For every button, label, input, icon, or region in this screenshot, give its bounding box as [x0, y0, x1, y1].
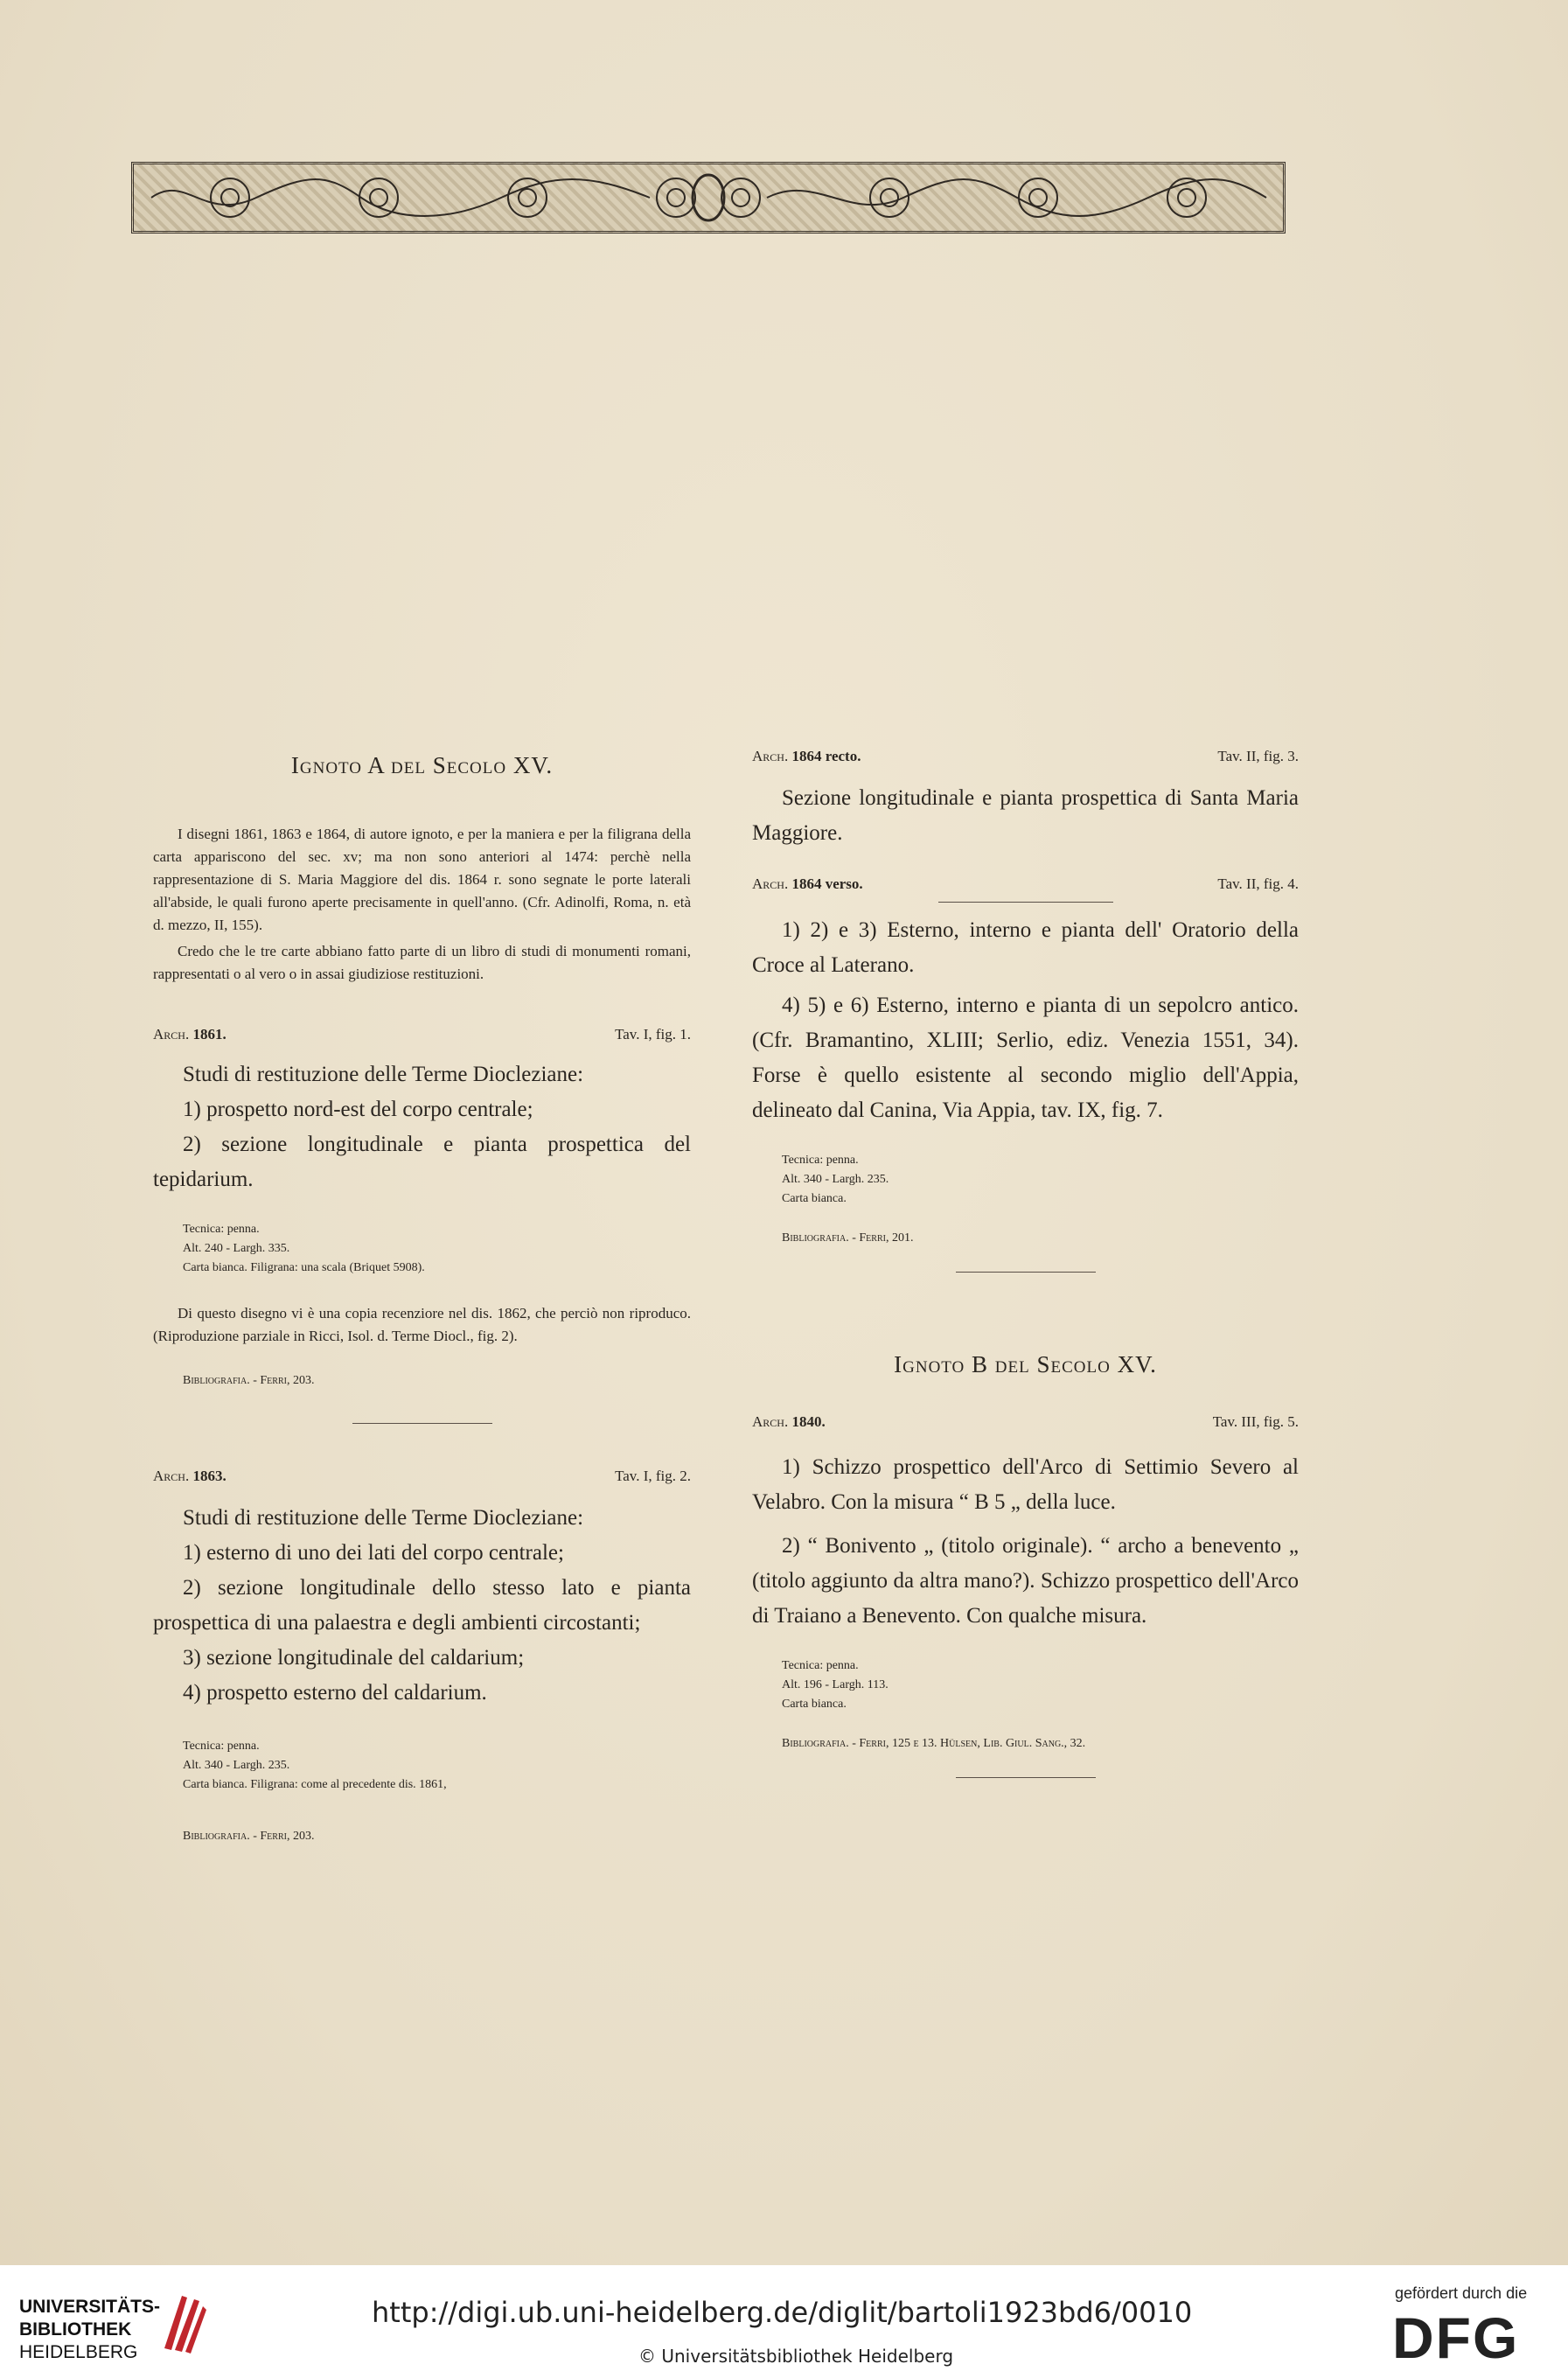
entry-1861-title: Studi di restituzione delle Terme Diocleziane:	[183, 1063, 584, 1086]
tavola-ref: Tav. II, fig. 3.	[1217, 748, 1299, 764]
permalink-url[interactable]: http://digi.ub.uni-heidelberg.de/diglit/bartoli1923bd6/0010	[372, 2296, 1193, 2329]
library-name	[19, 2296, 160, 2364]
arch-number: 1864 recto.	[791, 748, 861, 764]
entry-1861-tech-3: Carta bianca. Filigrana: una scala (Briquet 5908).	[183, 1261, 425, 1274]
entry-1863-item-4: 4) prospetto esterno del caldarium.	[183, 1681, 487, 1705]
entry-1863-tech-3: Carta bianca. Filigrana: come al precedente dis. 1861,	[183, 1778, 447, 1791]
arch-label: Arch.	[153, 1468, 190, 1484]
arch-number: 1864 verso.	[791, 875, 863, 892]
entry-1864v-tech-3: Carta bianca.	[782, 1192, 847, 1205]
tavola-ref: Tav. I, fig. 2.	[615, 1468, 691, 1484]
entry-1863-title: Studi di restituzione delle Terme Diocleziane:	[183, 1506, 584, 1530]
arch-label: Arch.	[752, 748, 789, 764]
library-logo-icon	[156, 2287, 208, 2357]
entry-1863-ref	[153, 1468, 691, 1485]
separator-rule	[956, 1777, 1096, 1778]
funded-by-label: gefördert durch die	[1395, 2284, 1528, 2302]
intro-paragraph-2: Credo che le tre carte abbiano fatto parte di un libro di studi di monumenti romani, rappresentati o al vero o in assai giudiziose restituzioni.	[153, 943, 691, 982]
entry-1864v-ref	[752, 875, 1299, 893]
entry-1840-item-1: 1) Schizzo prospettico dell'Arco di Settimio Severo al Velabro. Con la misura “ B 5 „ della luce.	[752, 1455, 1299, 1514]
entry-1861-tech-2: Alt. 240 - Largh. 335.	[183, 1242, 290, 1255]
entry-1840-biblio: Bibliografia. - Ferri, 125 e 13. Hülsen, Lib. Giul. Sang., 32.	[782, 1737, 1086, 1750]
arch-label: Arch.	[752, 875, 789, 892]
entry-1861-item-2: 2) sezione longitudinale e pianta prospettica del tepidarium.	[153, 1133, 691, 1191]
entry-1861-ref	[153, 1026, 691, 1043]
entry-1840-tech-3: Carta bianca.	[782, 1698, 847, 1711]
ornamental-banner	[131, 162, 1286, 234]
entry-1863-biblio: Bibliografia. - Ferri, 203.	[183, 1830, 315, 1843]
entry-1864r-text: Sezione longitudinale e pianta prospettica di Santa Maria Maggiore.	[752, 786, 1299, 845]
entry-1863-item-1: 1) esterno di uno dei lati del corpo centrale;	[183, 1541, 564, 1565]
arch-number: 1863.	[192, 1468, 226, 1484]
right-column	[752, 748, 1299, 1778]
copyright-notice: © Universitätsbibliothek Heidelberg	[638, 2346, 954, 2367]
arch-number: 1840.	[791, 1413, 826, 1430]
viewer-footer	[0, 2265, 1568, 2378]
entry-1840-ref	[752, 1413, 1299, 1431]
arch-number: 1861.	[192, 1026, 226, 1043]
arch-label: Arch.	[752, 1413, 789, 1430]
entry-1861-tech-1: Tecnica: penna.	[183, 1223, 260, 1236]
entry-1864v-tech-1: Tecnica: penna.	[782, 1154, 859, 1167]
entry-1863-tech-1: Tecnica: penna.	[183, 1740, 260, 1753]
entry-1864v-item-1: 1) 2) e 3) Esterno, interno e pianta dell' Oratorio della Croce al Laterano.	[752, 918, 1299, 977]
tavola-ref: Tav. I, fig. 1.	[615, 1026, 691, 1043]
left-column	[153, 752, 691, 1844]
entry-1840-tech-2: Alt. 196 - Largh. 113.	[782, 1678, 889, 1691]
arch-label: Arch.	[153, 1026, 190, 1043]
ornament-pattern	[134, 164, 1283, 231]
entry-1840-item-2: 2) “ Bonivento „ (titolo originale). “ archo a benevento „ (titolo aggiunto da altra mano?). Schizzo prospettico dell'Arco di Traiano a Benevento. Con qualche misura.	[752, 1534, 1299, 1628]
tavola-ref: Tav. III, fig. 5.	[1212, 1413, 1299, 1430]
entry-1863-item-2: 2) sezione longitudinale dello stesso lato e pianta prospettica di una palaestra e degli ambienti circostanti;	[153, 1576, 691, 1635]
entry-1861-item-1: 1) prospetto nord-est del corpo centrale;	[183, 1098, 533, 1121]
section-title-ignoto-a: Ignoto A del Secolo XV.	[290, 752, 554, 778]
section-title-ignoto-b: Ignoto B del Secolo XV.	[894, 1351, 1157, 1377]
library-name-line-3: HEIDELBERG	[19, 2342, 138, 2362]
entry-1840-tech-1: Tecnica: penna.	[782, 1659, 859, 1672]
entry-1863-tech-2: Alt. 340 - Largh. 235.	[183, 1759, 290, 1772]
entry-1861-note: Di questo disegno vi è una copia recenziore nel dis. 1862, che perciò non riproduco. (Riproduzione parziale in Ricci, Isol. d. Terme Diocl., fig. 2).	[153, 1305, 691, 1344]
tavola-ref: Tav. II, fig. 4.	[1217, 875, 1299, 892]
entry-1864v-biblio: Bibliografia. - Ferri, 201.	[782, 1231, 914, 1245]
entry-1864r-ref	[752, 748, 1299, 765]
entry-1864v-tech-2: Alt. 340 - Largh. 235.	[782, 1173, 889, 1186]
dfg-logo: DFG	[1392, 2305, 1520, 2370]
intro-paragraph-1: I disegni 1861, 1863 e 1864, di autore ignoto, e per la maniera e per la filigrana della carta appariscono del sec. xv; ma non sono anteriori al 1474: perchè nella rappresentazione di S. Maria Maggiore del dis. 1864 r. sono segnate le porte laterali all'abside, le quali furono aperte precisamente in quell'anno. (Cfr. Adinolfi, Roma, n. età d. mezzo, II, 155).	[153, 826, 691, 933]
entry-1863-item-3: 3) sezione longitudinale del caldarium;	[183, 1646, 525, 1670]
library-name-line-1: UNIVERSITÄTS-	[19, 2297, 161, 2317]
library-name-line-2: BIBLIOTHEK	[19, 2319, 132, 2340]
entry-1864v-item-2: 4) 5) e 6) Esterno, interno e pianta di un sepolcro antico. (Cfr. Bramantino, XLIII; Serlio, ediz. Venezia 1551, 34). Forse è quello esistente al secondo miglio dell'Appia, delineato dal Canina, Via Appia, tav. IX, fig. 7.	[752, 994, 1299, 1122]
entry-1861-biblio: Bibliografia. - Ferri, 203.	[183, 1374, 315, 1387]
